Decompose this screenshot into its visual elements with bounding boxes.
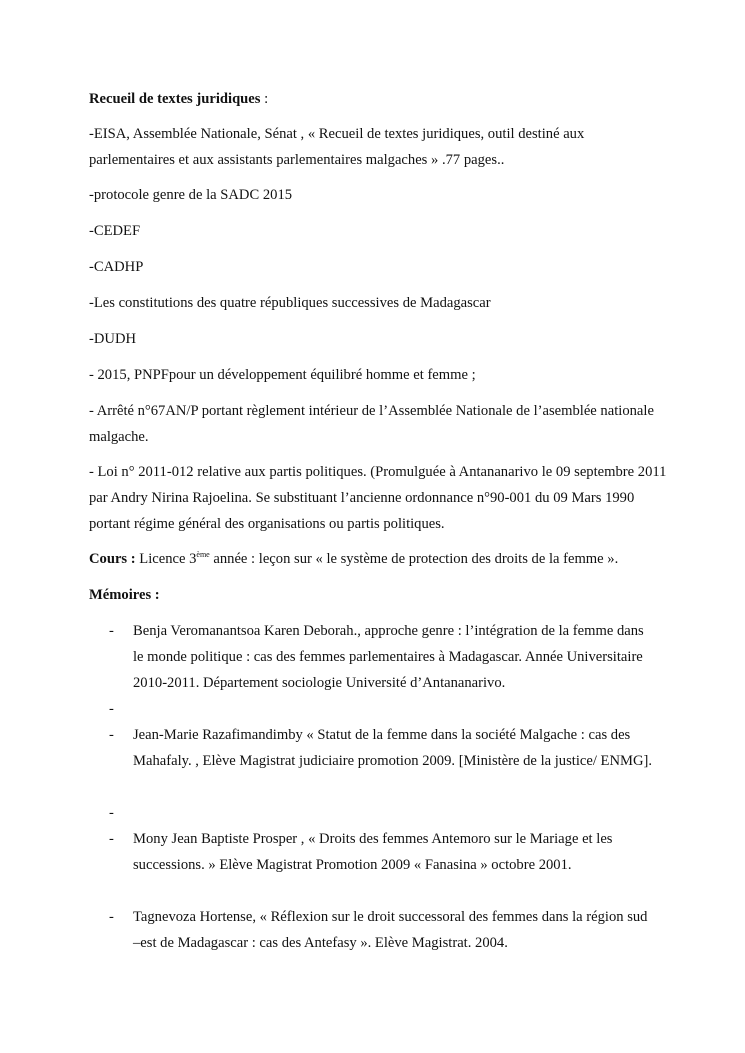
reference-dudh: -DUDH [89, 331, 137, 347]
reference-eisa: -EISA, Assemblée Nationale, Sénat , « Recueil de textes juridiques, outil destiné aux parlementaires et aux assistants parlementaires malgaches » .77 pages.. [89, 126, 585, 168]
reference-cedef: -CEDEF [89, 223, 141, 239]
reference-constitutions: -Les constitutions des quatre républiques successives de Madagascar [89, 295, 491, 311]
list-bullet: - [109, 909, 114, 925]
reference-sadc: -protocole genre de la SADC 2015 [89, 187, 293, 203]
heading-colon: : [260, 91, 269, 107]
memoire-tagnevoza: Tagnevoza Hortense, « Réflexion sur le droit successoral des femmes dans la région sud –est de Madagascar : cas des Antefasy ». Elève Magistrat. 2004. [133, 909, 648, 951]
reference-cadhp: -CADHP [89, 259, 144, 275]
heading-bold: Recueil de textes juridiques [89, 91, 261, 107]
memoire-mony: Mony Jean Baptiste Prosper , « Droits des femmes Antemoro sur le Mariage et les successions. » Elève Magistrat Promotion 2009 « Fanasina » octobre 2001. [133, 831, 613, 873]
list-bullet: - [109, 831, 114, 847]
cours-label: Cours : [89, 551, 136, 567]
list-bullet: - [109, 701, 114, 717]
list-bullet: - [109, 727, 114, 743]
cours-superscript: ème [196, 550, 210, 559]
cours-text-b: année : leçon sur « le système de protection des droits de la femme ». [209, 551, 619, 567]
reference-loi: - Loi n° 2011-012 relative aux partis politiques. (Promulguée à Antananarivo le 09 septembre 2011 par Andry Nirina Rajoelina. Se substituant l’ancienne ordonnance n°90-001 du 09 Mars 1990 portant régime général des organisations ou partis politiques. [89, 464, 667, 532]
memoire-razafimandimby: Jean-Marie Razafimandimby « Statut de la femme dans la société Malgache : cas des Mahafaly. , Elève Magistrat judiciaire promotion 2009. [Ministère de la justice/ ENMG]. [133, 727, 653, 769]
memoire-benja: Benja Veromanantsoa Karen Deborah., approche genre : l’intégration de la femme dans le monde politique : cas des femmes parlementaires à Madagascar. Année Universitaire 2010-2011. Département sociologie Université d’Antananarivo. [133, 623, 644, 691]
reference-arrete: - Arrêté n°67AN/P portant règlement intérieur de l’Assemblée Nationale de l’asemblée nationale malgache. [89, 403, 654, 445]
memoires-heading: Mémoires : [89, 587, 160, 603]
cours-text-a: Licence 3 [135, 551, 197, 567]
cours-paragraph [89, 546, 669, 572]
section-heading-recueil [89, 86, 669, 112]
list-bullet: - [109, 805, 114, 821]
reference-pnpf: - 2015, PNPFpour un développement équilibré homme et femme ; [89, 367, 476, 383]
list-bullet: - [109, 623, 114, 639]
